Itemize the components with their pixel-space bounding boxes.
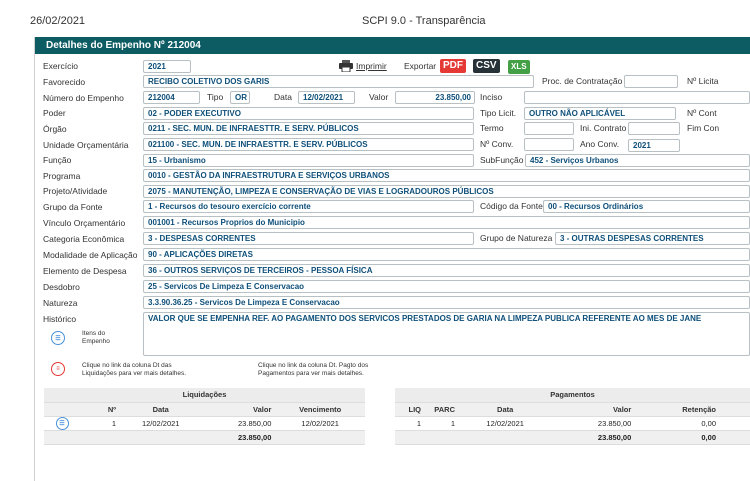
pag-valor: 23.850,00 <box>551 416 635 430</box>
pag-parc: 1 <box>425 416 459 430</box>
modalidade-label: Modalidade de Aplicação <box>43 250 138 260</box>
pagamentos-hint-line1: Clique no link da coluna Dt. Pagto dos <box>258 362 369 369</box>
total-spacer <box>44 430 201 444</box>
proc-contratacao-label: Proc. de Contratação <box>542 76 623 86</box>
pagamentos-caption: Pagamentos <box>395 388 750 402</box>
col-n: Nº <box>80 402 120 416</box>
subfuncao-label: SubFunção <box>480 155 524 165</box>
valor-field: 23.850,00 <box>395 91 475 104</box>
print-link[interactable]: Imprimir <box>356 61 387 71</box>
subfuncao-field: 452 - Serviços Urbanos <box>525 154 750 167</box>
grupo-natureza-label: Grupo de Natureza <box>480 233 553 243</box>
col-blank <box>44 402 80 416</box>
historico-label: Histórico <box>43 314 77 324</box>
table-row <box>395 416 750 430</box>
app-title: SCPI 9.0 - Transparência <box>362 15 486 27</box>
tipo-label: Tipo <box>207 92 224 102</box>
col-retencao: Retenção <box>635 402 720 416</box>
termo-label: Termo <box>480 123 504 133</box>
poder-field: 02 - PODER EXECUTIVO <box>143 107 474 120</box>
panel-title: Detalhes do Empenho Nº 212004 <box>35 37 750 54</box>
liq-data-link[interactable]: 12/02/2021 <box>120 416 201 430</box>
termo-field <box>524 122 574 135</box>
tipo-licit-label: Tipo Licit. <box>480 108 517 118</box>
vinculo-field: 001001 - Recursos Proprios do Municipio <box>143 216 750 229</box>
proc-contratacao-field <box>624 75 678 88</box>
col-pag-valor: Valor <box>551 402 635 416</box>
fim-con-label: Fim Con <box>687 123 720 133</box>
n-cont-label: Nº Cont <box>687 108 717 118</box>
n-licita-label: Nº Licita <box>687 76 719 86</box>
orgao-field: 0211 - SEC. MUN. DE INFRAESTTR. E SERV. PÚBLICOS <box>143 122 474 135</box>
natureza-field: 3.3.90.36.25 - Servicos De Limpeza E Conservacao <box>143 296 750 309</box>
exercicio-field: 2021 <box>143 60 191 73</box>
pagamentos-hint <box>258 362 368 378</box>
grupo-fonte-field: 1 - Recursos do tesouro exercício corrente <box>143 200 474 213</box>
export-xls-button[interactable]: XLS <box>508 60 530 74</box>
tipo-licit-field: OUTRO NÃO APLICÁVEL <box>524 107 676 120</box>
pag-total-spacer <box>395 430 551 444</box>
liquidacoes-hint-line2: Liquidações para ver mais detalhes. <box>82 370 187 377</box>
col-liq: LIQ <box>395 402 425 416</box>
programa-field: 0010 - GESTÃO DA INFRAESTRUTURA E SERVIÇOS URBANOS <box>143 169 750 182</box>
ini-contrato-field <box>628 122 680 135</box>
numero-empenho-label: Número do Empenho <box>43 93 124 103</box>
col-pag-data: Data <box>459 402 551 416</box>
elemento-field: 36 - OUTROS SERVIÇOS DE TERCEIROS - PESSOA FÍSICA <box>143 264 750 277</box>
historico-field: VALOR QUE SE EMPENHA REF. AO PAGAMENTO DOS SERVICOS PRESTADOS DE GARIA NA LIMPEZA PUBLICA REFERENTE AO MES DE JANE <box>143 312 750 356</box>
liq-vencimento: 12/02/2021 <box>275 416 365 430</box>
grupo-natureza-field: 3 - OUTRAS DESPESAS CORRENTES <box>555 232 750 245</box>
col-data: Data <box>120 402 201 416</box>
funcao-field: 15 - Urbanismo <box>143 154 474 167</box>
col-valor: Valor <box>201 402 275 416</box>
numero-empenho-field: 212004 <box>143 91 200 104</box>
itens-empenho-icon[interactable]: ☰ <box>51 331 65 345</box>
liq-valor: 23.850,00 <box>201 416 275 430</box>
unidade-field: 021100 - SEC. MUN. DE INFRAESTTR. E SERV. PÚBLICOS <box>143 138 474 151</box>
pagamentos-hint-line2: Pagamentos para ver mais detalhes. <box>258 370 364 377</box>
funcao-label: Função <box>43 155 72 165</box>
projeto-label: Projeto/Atividade <box>43 186 108 196</box>
pag-total-valor: 23.850,00 <box>551 430 635 444</box>
data-field: 12/02/2021 <box>298 91 355 104</box>
unidade-label: Unidade Orçamentária <box>43 140 129 150</box>
liquidacoes-caption: Liquidações <box>44 388 365 402</box>
detail-icon: ≡ <box>51 362 65 376</box>
pag-liq: 1 <box>395 416 425 430</box>
row-items-icon[interactable]: ☰ <box>56 417 69 430</box>
col-vencimento: Vencimento <box>275 402 365 416</box>
pag-total-retencao: 0,00 <box>635 430 720 444</box>
codigo-fonte-field: 00 - Recursos Ordinários <box>543 200 750 213</box>
col-pag-end <box>720 402 750 416</box>
programa-label: Programa <box>43 171 81 181</box>
pag-total-end <box>720 430 750 444</box>
inciso-label: Inciso <box>480 92 503 102</box>
pag-row-end <box>720 416 750 430</box>
n-conv-label: Nº Conv. <box>480 139 514 149</box>
projeto-field: 2075 - MANUTENÇÃO, LIMPEZA E CONSERVAÇÃO DE VIAS E LOGRADOUROS PÚBLICOS <box>143 185 750 198</box>
pag-retencao: 0,00 <box>635 416 720 430</box>
col-parc: PARC <box>425 402 459 416</box>
ano-conv-label: Ano Conv. <box>580 139 620 149</box>
itens-empenho-label <box>82 330 110 346</box>
modalidade-field: 90 - APLICAÇÕES DIRETAS <box>143 248 750 261</box>
favorecido-label: Favorecido <box>43 77 86 87</box>
inciso-field <box>524 91 750 104</box>
exercicio-label: Exercício <box>43 61 78 71</box>
export-label: Exportar <box>404 61 437 71</box>
export-csv-button[interactable]: CSV <box>473 59 500 73</box>
poder-label: Poder <box>43 108 66 118</box>
vinculo-label: Vínculo Orçamentário <box>43 218 126 228</box>
current-date: 26/02/2021 <box>30 15 86 27</box>
n-conv-field <box>524 138 574 151</box>
pagamentos-table <box>395 388 750 445</box>
grupo-fonte-label: Grupo da Fonte <box>43 202 103 212</box>
liq-n: 1 <box>80 416 120 430</box>
orgao-label: Órgão <box>43 124 67 134</box>
printer-icon[interactable] <box>339 60 353 71</box>
liquidacoes-hint-line1: Clique no link da coluna Dt das <box>82 362 172 369</box>
data-label: Data <box>274 92 292 102</box>
ano-conv-field: 2021 <box>628 139 680 152</box>
itens-label-line2: Empenho <box>82 338 110 345</box>
ini-contrato-label: Ini. Contrato <box>580 123 627 133</box>
liquidacoes-hint <box>82 362 186 378</box>
total-spacer-end <box>275 430 365 444</box>
itens-label-line1: Itens do <box>82 330 106 337</box>
categoria-field: 3 - DESPESAS CORRENTES <box>143 232 474 245</box>
natureza-label: Natureza <box>43 298 78 308</box>
favorecido-field: RECIBO COLETIVO DOS GARIS <box>143 75 534 88</box>
row-items-cell <box>44 416 80 430</box>
elemento-label: Elemento de Despesa <box>43 266 127 276</box>
liquidacoes-table <box>44 388 365 445</box>
desdobro-field: 25 - Servicos De Limpeza E Conservacao <box>143 280 750 293</box>
categoria-label: Categoria Econômica <box>43 234 125 244</box>
valor-label: Valor <box>369 92 389 102</box>
export-pdf-button[interactable]: PDF <box>440 59 466 73</box>
desdobro-label: Desdobro <box>43 282 80 292</box>
liq-total: 23.850,00 <box>201 430 275 444</box>
pag-data-link[interactable]: 12/02/2021 <box>459 416 551 430</box>
table-row <box>44 416 365 430</box>
tipo-field: OR <box>230 91 250 104</box>
codigo-fonte-label: Código da Fonte <box>480 201 543 211</box>
